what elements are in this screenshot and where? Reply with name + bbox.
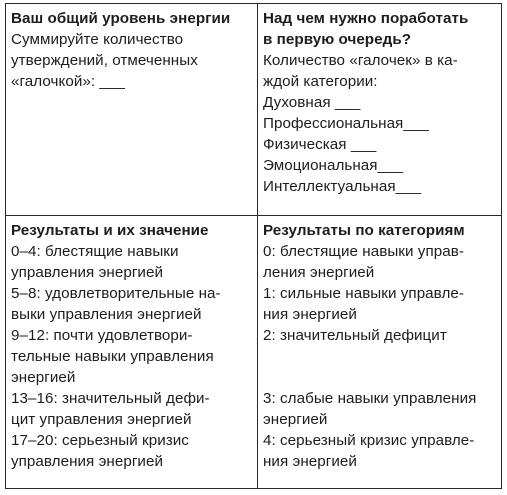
results-meaning-line: 13–16: значительный дефи- xyxy=(11,390,210,407)
results-meaning-line: 0–4: блестящие навыки xyxy=(11,243,179,260)
category-spiritual-line: Духовная ___ xyxy=(263,94,361,111)
priority-areas-text-line: ждой категории: xyxy=(263,73,378,90)
category-results-heading: Результаты по категориям xyxy=(263,222,465,239)
category-emotional-line: Эмоциональная___ xyxy=(263,157,404,174)
category-results-cell xyxy=(263,220,476,472)
category-intellectual-line: Интеллектуальная___ xyxy=(263,178,422,195)
priority-areas-heading: Над чем нужно поработать xyxy=(263,10,469,27)
category-results-line: энергией xyxy=(263,411,328,428)
category-results-line: 4: серьезный кризис управле- xyxy=(263,432,475,449)
category-results-line: ния энергией xyxy=(263,306,357,323)
overall-energy-text-line: утверждений, отмеченных xyxy=(11,52,198,69)
results-meaning-line: цит управления энергией xyxy=(11,411,192,428)
results-meaning-line: 5–8: удовлетворительные на- xyxy=(11,285,221,302)
overall-energy-heading: Ваш общий уровень энергии xyxy=(11,10,231,27)
category-results-line: 3: слабые навыки управления xyxy=(263,390,477,407)
priority-areas-text-line: Количество «галочек» в ка- xyxy=(263,52,458,69)
priority-areas-cell xyxy=(263,8,468,197)
overall-energy-text-line: «галочкой»: ___ xyxy=(11,73,125,90)
category-professional-line: Профессиональная___ xyxy=(263,115,429,132)
results-meaning-line: 17–20: серьезный кризис xyxy=(11,432,189,449)
blank-gap xyxy=(263,346,476,367)
results-meaning-heading: Результаты и их значение xyxy=(11,222,209,239)
results-meaning-line: выки управления энергией xyxy=(11,306,202,323)
results-meaning-cell xyxy=(11,220,221,472)
row-divider xyxy=(6,215,501,216)
category-physical-line: Физическая ___ xyxy=(263,136,377,153)
results-meaning-line: тельные навыки управления xyxy=(11,348,214,365)
category-results-line: ления энергией xyxy=(263,264,375,281)
results-meaning-line: энергией xyxy=(11,369,76,386)
priority-areas-heading: в первую очередь? xyxy=(263,31,412,48)
results-meaning-line: управления энергией xyxy=(11,264,163,281)
results-meaning-line: 9–12: почти удовлетвори- xyxy=(11,327,193,344)
category-results-line: 0: блестящие навыки управ- xyxy=(263,243,464,260)
results-meaning-line: управления энергией xyxy=(11,453,163,470)
overall-energy-text-line: Суммируйте количество xyxy=(11,31,184,48)
category-results-line: ния энергией xyxy=(263,453,357,470)
overall-energy-cell xyxy=(11,8,230,92)
category-results-line: 1: сильные навыки управле- xyxy=(263,285,464,302)
column-divider xyxy=(257,4,258,488)
category-results-line: 2: значительный дефицит xyxy=(263,327,447,344)
blank-gap xyxy=(263,367,476,388)
